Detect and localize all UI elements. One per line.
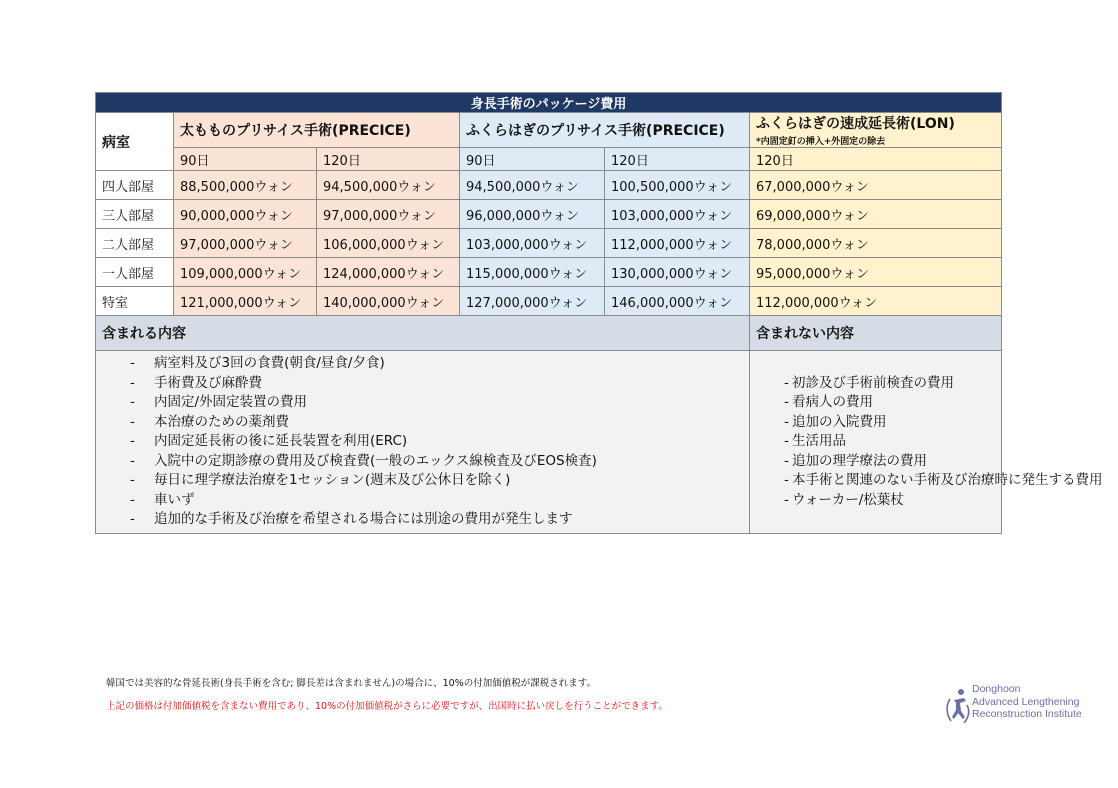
price-cell: 146,000,000ウォン	[605, 287, 750, 316]
price-cell: 67,000,000ウォン	[750, 171, 1002, 200]
list-item: - 本手術と関連のない手術及び治療時に発生する費用	[756, 471, 995, 491]
list-item: - 内固定/外固定装置の費用	[102, 393, 743, 413]
list-item: - 車いず	[102, 491, 743, 511]
list-item: - 本治療のための薬剤費	[102, 413, 743, 433]
price-cell: 115,000,000ウォン	[460, 258, 605, 287]
list-item: - 追加的な手術及び治療を希望される場合には別途の費用が発生します	[102, 510, 743, 530]
price-cell: 95,000,000ウォン	[750, 258, 1002, 287]
table-row	[96, 287, 1002, 316]
list-item: - 手術費及び麻酔費	[102, 374, 743, 394]
logo-line: Reconstruction Institute	[972, 708, 1082, 720]
price-cell: 121,000,000ウォン	[174, 287, 317, 316]
list-item: - 初診及び手術前検査の費用	[756, 374, 995, 394]
included-items-cell	[96, 351, 750, 534]
price-cell: 127,000,000ウォン	[460, 287, 605, 316]
price-cell: 94,500,000ウォン	[460, 171, 605, 200]
duration-cell: 90日	[174, 148, 317, 171]
price-cell: 69,000,000ウォン	[750, 200, 1002, 229]
list-item: - ウォーカー/松葉杖	[756, 491, 995, 511]
table-row	[96, 171, 1002, 200]
included-header: 含まれる内容	[96, 316, 750, 351]
logo-line: Donghoon	[972, 683, 1021, 695]
room-type: 二人部屋	[96, 229, 174, 258]
table-row	[96, 200, 1002, 229]
room-type: 特室	[96, 287, 174, 316]
duration-cell: 120日	[605, 148, 750, 171]
room-type: 一人部屋	[96, 258, 174, 287]
price-cell: 109,000,000ウォン	[174, 258, 317, 287]
duration-cell: 120日	[750, 148, 1002, 171]
list-item: - 看病人の費用	[756, 393, 995, 413]
thigh-precice-header: 太もものプリサイス手術(PRECICE)	[174, 113, 460, 148]
price-cell: 90,000,000ウォン	[174, 200, 317, 229]
calf-lon-header: ふくらはぎの速成延長術(LON) *内固定釘の挿入+外固定の除去	[750, 113, 1002, 148]
price-cell: 96,000,000ウォン	[460, 200, 605, 229]
lon-header-note: *内固定釘の挿入+外固定の除去	[756, 137, 886, 147]
price-cell: 88,500,000ウォン	[174, 171, 317, 200]
excluded-list	[756, 374, 1103, 511]
price-cell: 94,500,000ウォン	[317, 171, 460, 200]
price-cell: 140,000,000ウォン	[317, 287, 460, 316]
price-cell: 78,000,000ウォン	[750, 229, 1002, 258]
price-cell: 97,000,000ウォン	[317, 200, 460, 229]
table-title: 身長手術のパッケージ費用	[96, 93, 1002, 113]
duration-cell: 90日	[460, 148, 605, 171]
price-cell: 106,000,000ウォン	[317, 229, 460, 258]
list-item: - 入院中の定期診療の費用及び検査費(一般のエックス線検査及びEOS検査)	[102, 452, 743, 472]
table-row	[96, 229, 1002, 258]
list-item: - 毎日に理学療法治療を1セッション(週末及び公休日を除く)	[102, 471, 743, 491]
price-cell: 97,000,000ウォン	[174, 229, 317, 258]
price-cell: 103,000,000ウォン	[605, 200, 750, 229]
duration-cell: 120日	[317, 148, 460, 171]
price-cell: 130,000,000ウォン	[605, 258, 750, 287]
package-price-table	[95, 92, 1103, 534]
price-cell: 124,000,000ウォン	[317, 258, 460, 287]
price-cell: 100,500,000ウォン	[605, 171, 750, 200]
room-column-header: 病室	[96, 113, 174, 171]
price-cell: 112,000,000ウォン	[605, 229, 750, 258]
list-item: - 内固定延長術の後に延長装置を利用(ERC)	[102, 432, 743, 452]
calf-precice-header: ふくらはぎのプリサイス手術(PRECICE)	[460, 113, 750, 148]
table-row	[96, 258, 1002, 287]
list-item: - 追加の入院費用	[756, 413, 995, 433]
included-list	[102, 354, 743, 530]
logo-figure-icon	[944, 687, 972, 727]
list-item: - 生活用品	[756, 432, 995, 452]
room-type: 四人部屋	[96, 171, 174, 200]
price-cell: 112,000,000ウォン	[750, 287, 1002, 316]
list-item: - 病室料及び3回の食費(朝食/昼食/夕食)	[102, 354, 743, 374]
room-type: 三人部屋	[96, 200, 174, 229]
logo-line: Advanced Lengthening	[972, 695, 1080, 708]
price-footnote: 上記の価格は付加価値税を含まない費用であり、10%の付加価値税がさらに必要ですが、出国時に払い戻しを行うことができます。	[106, 701, 668, 712]
institute-logo	[944, 683, 1094, 733]
excluded-header: 含まれない内容	[750, 316, 1002, 351]
logo-text	[972, 683, 1082, 721]
list-item: - 追加の理学療法の費用	[756, 452, 995, 472]
excluded-items-cell	[750, 351, 1103, 534]
vat-footnote: 韓国では美容的な骨延長術(身長手術を含む; 脚長差は含まれません)の場合に、10%の付加価値税が課税されます。	[106, 678, 596, 689]
price-cell: 103,000,000ウォン	[460, 229, 605, 258]
